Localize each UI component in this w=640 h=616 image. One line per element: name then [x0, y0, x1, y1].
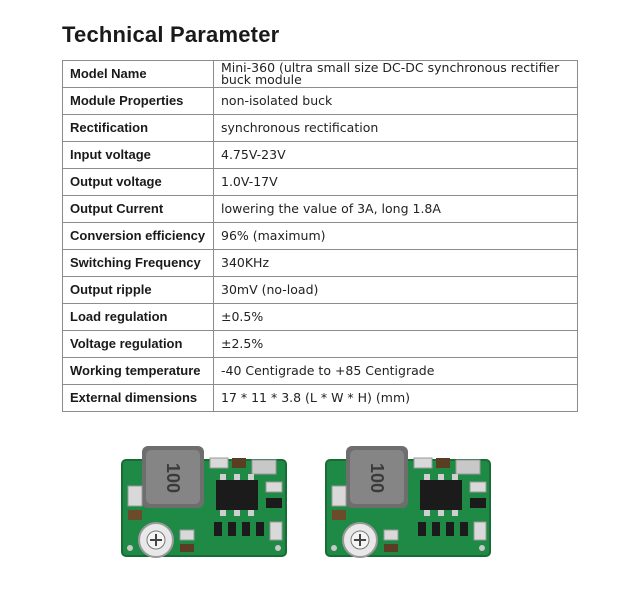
parameter-name: Conversion efficiency: [63, 223, 214, 250]
parameter-value: Mini-360 (ultra small size DC-DC synchronous rectifier buck module: [214, 61, 578, 88]
table-row: [63, 169, 578, 196]
table-row: [63, 115, 578, 142]
table-row: [63, 223, 578, 250]
table-row: [63, 196, 578, 223]
parameter-name: Output voltage: [63, 169, 214, 196]
parameter-name: External dimensions: [63, 385, 214, 412]
parameter-name: Model Name: [63, 61, 214, 88]
parameter-name: Rectification: [63, 115, 214, 142]
parameter-value: synchronous rectification: [214, 115, 578, 142]
product-photos: [0, 438, 640, 568]
table-row: [63, 277, 578, 304]
technical-parameter-table: [62, 60, 578, 412]
parameter-name: Switching Frequency: [63, 250, 214, 277]
inductor-marking: 100: [367, 462, 387, 494]
parameter-value: 17 * 11 * 3.8 (L * W * H) (mm): [214, 385, 578, 412]
parameter-value: ±0.5%: [214, 304, 578, 331]
parameter-value: lowering the value of 3A, long 1.8A: [214, 196, 578, 223]
table-row: [63, 61, 578, 88]
table-row: [63, 142, 578, 169]
parameter-name: Module Properties: [63, 88, 214, 115]
parameter-value: non-isolated buck: [214, 88, 578, 115]
table-row: [63, 358, 578, 385]
parameter-name: Working temperature: [63, 358, 214, 385]
ic-chip: [420, 480, 462, 510]
parameter-value: 96% (maximum): [214, 223, 578, 250]
parameter-value: -40 Centigrade to +85 Centigrade: [214, 358, 578, 385]
parameter-name: Load regulation: [63, 304, 214, 331]
parameter-name: Voltage regulation: [63, 331, 214, 358]
parameter-value: ±2.5%: [214, 331, 578, 358]
ic-chip: [216, 480, 258, 510]
table-row: [63, 385, 578, 412]
parameter-value: 4.75V-23V: [214, 142, 578, 169]
parameter-name: Output ripple: [63, 277, 214, 304]
table-row: [63, 250, 578, 277]
parameter-value: 1.0V-17V: [214, 169, 578, 196]
parameter-name: Output Current: [63, 196, 214, 223]
table-row: [63, 331, 578, 358]
mini-360-module-image: [324, 438, 494, 568]
table-row: [63, 304, 578, 331]
table-row: [63, 88, 578, 115]
inductor-marking: 100: [163, 462, 183, 494]
parameter-value: 340KHz: [214, 250, 578, 277]
mini-360-module-image: [120, 438, 290, 568]
parameter-value: 30mV (no-load): [214, 277, 578, 304]
page-title: Technical Parameter: [62, 22, 280, 47]
parameter-name: Input voltage: [63, 142, 214, 169]
